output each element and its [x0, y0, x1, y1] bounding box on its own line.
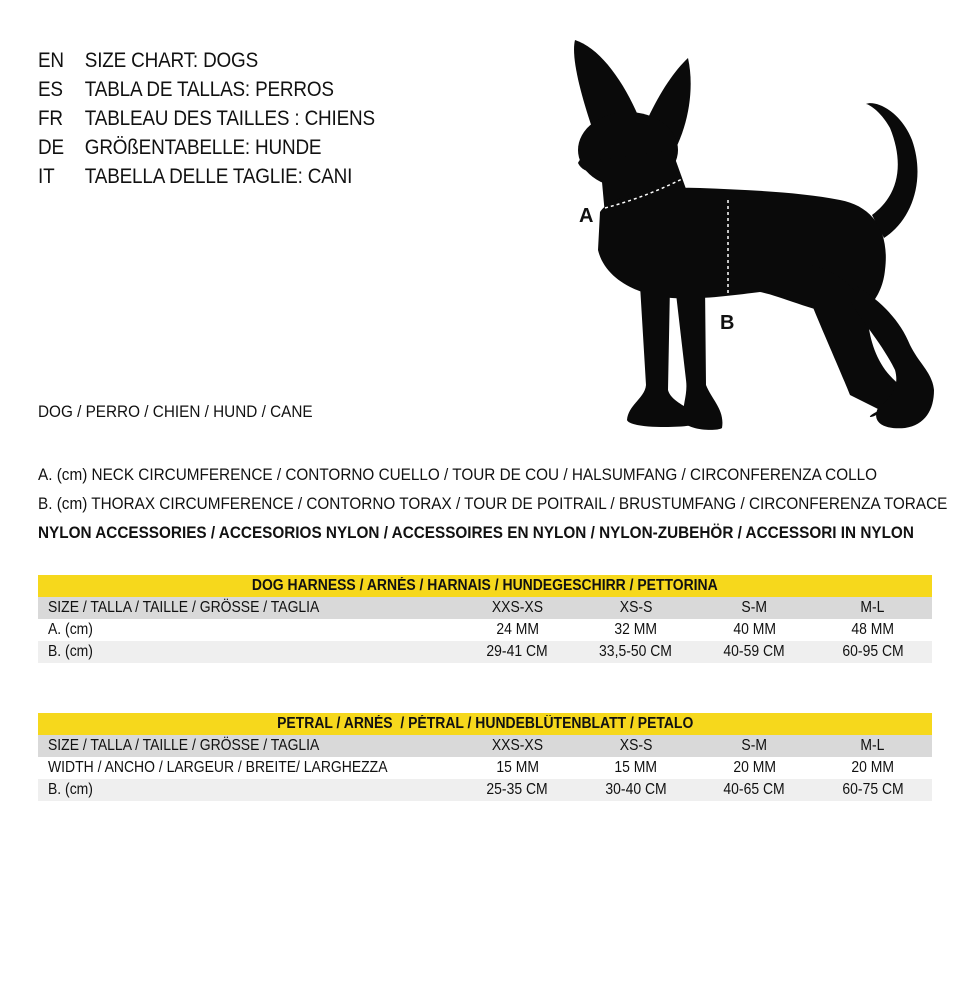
table-cell: 32 MM — [614, 621, 658, 638]
legend-a: A. (cm) NECK CIRCUMFERENCE / CONTORNO CUELLO / TOUR DE COU / HALSUMFANG / CIRCONFERENZA COLLO — [38, 465, 878, 484]
harness-size-table — [38, 575, 932, 663]
measurement-legend — [38, 460, 973, 547]
row-label: A. (cm) — [48, 621, 93, 638]
petral-size-table — [38, 713, 932, 801]
table-cell: 24 MM — [495, 621, 539, 638]
title-text: TABLA DE TALLAS: PERROS — [84, 78, 334, 101]
table-cell: 60-95 CM — [842, 643, 904, 660]
label-b: B — [720, 312, 735, 334]
table-title-text: DOG HARNESS / ARNÉS / HARNAIS / HUNDEGESCHIRR / PETTORINA — [252, 577, 718, 594]
title-row-it — [38, 162, 375, 191]
title-row-fr — [38, 104, 375, 133]
title-row-de — [38, 133, 375, 162]
lang-code: IT — [38, 165, 55, 188]
lang-code: FR — [38, 107, 63, 130]
title-text: GRÖßENTABELLE: HUNDE — [84, 136, 322, 159]
table-cell: 33,5-50 CM — [599, 643, 673, 660]
lang-code: EN — [38, 49, 64, 72]
table-cell: S-M — [741, 599, 768, 616]
table-cell: 29-41 CM — [486, 643, 548, 660]
table-cell: 20 MM — [732, 759, 776, 776]
table-row — [38, 641, 932, 663]
table-cell: XXS-XS — [491, 737, 543, 754]
title-text: SIZE CHART: DOGS — [84, 49, 259, 72]
table-cell: 15 MM — [614, 759, 658, 776]
table-cell: 15 MM — [495, 759, 539, 776]
title-row-es — [38, 75, 375, 104]
dog-type-label: DOG / PERRO / CHIEN / HUND / CANE — [38, 402, 313, 421]
row-label: WIDTH / ANCHO / LARGEUR / BREITE/ LARGHEZZA — [48, 759, 388, 776]
table-cell: 30-40 CM — [605, 781, 667, 798]
size-chart-titles — [38, 46, 412, 191]
row-label: SIZE / TALLA / TAILLE / GRÖSSE / TAGLIA — [48, 737, 320, 754]
table-cell: XS-S — [619, 599, 653, 616]
table-cell: M-L — [860, 599, 885, 616]
table-row — [38, 757, 932, 779]
table-cell: 40 MM — [732, 621, 776, 638]
table-cell: 25-35 CM — [486, 781, 548, 798]
row-label: SIZE / TALLA / TAILLE / GRÖSSE / TAGLIA — [48, 599, 320, 616]
lang-code: DE — [38, 136, 64, 159]
table-row — [38, 735, 932, 757]
dog-silhouette-illustration — [560, 30, 960, 440]
table-row — [38, 779, 932, 801]
table-cell: XS-S — [619, 737, 653, 754]
table-cell: M-L — [860, 737, 885, 754]
title-text: TABLEAU DES TAILLES : CHIENS — [84, 107, 375, 130]
lang-code: ES — [38, 78, 63, 101]
table-cell: 48 MM — [851, 621, 895, 638]
legend-b: B. (cm) THORAX CIRCUMFERENCE / CONTORNO TORAX / TOUR DE POITRAIL / BRUSTUMFANG / CIRCONFERENZA TORACE — [38, 494, 948, 513]
table-cell: XXS-XS — [491, 599, 543, 616]
table-row — [38, 597, 932, 619]
table-title — [38, 575, 932, 597]
dog-silhouette-icon — [574, 40, 934, 430]
table-cell: S-M — [741, 737, 768, 754]
title-row-en — [38, 46, 375, 75]
row-label: B. (cm) — [48, 643, 93, 660]
table-title-text: PETRAL / ARNÉS / PÉTRAL / HUNDEBLÜTENBLATT / PETALO — [276, 715, 694, 732]
row-label: B. (cm) — [48, 781, 93, 798]
table-cell: 40-65 CM — [723, 781, 785, 798]
table-cell: 20 MM — [851, 759, 895, 776]
table-cell: 60-75 CM — [842, 781, 904, 798]
label-a: A — [579, 205, 594, 227]
title-text: TABELLA DELLE TAGLIE: CANI — [84, 165, 353, 188]
table-cell: 40-59 CM — [723, 643, 785, 660]
material-heading: NYLON ACCESSORIES / ACCESORIOS NYLON / ACCESSOIRES EN NYLON / NYLON-ZUBEHÖR / ACCESSORI IN NYLON — [38, 523, 914, 542]
table-row — [38, 619, 932, 641]
table-title — [38, 713, 932, 735]
